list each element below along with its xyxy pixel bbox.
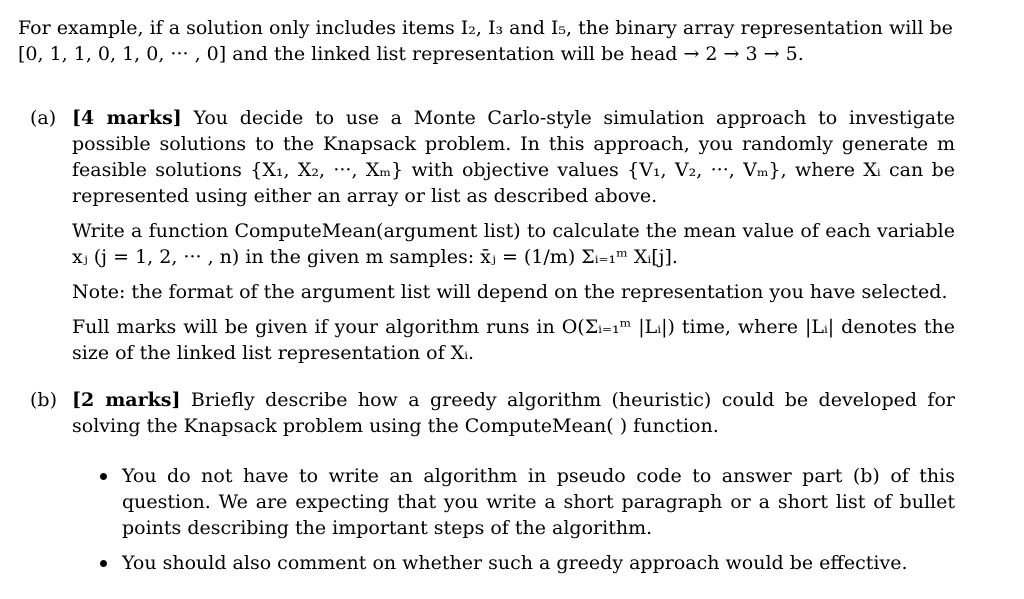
part-a-marks: [4 marks] bbox=[72, 107, 182, 129]
bullet-list bbox=[100, 463, 955, 585]
intro-line-1: For example, if a solution only includes items I₂, I₃ and I₅, the binary array representation will be bbox=[18, 17, 953, 39]
part-a-paragraph-1 bbox=[72, 105, 955, 209]
part-b-body bbox=[72, 387, 955, 439]
part-a-paragraph-2: Write a function ComputeMean(argument list) to calculate the mean value of each variable xⱼ (j = 1, 2, ··· , n) in the given m samples: x̄ⱼ = (1/m) Σᵢ₌₁ᵐ Xᵢ[j]. bbox=[72, 220, 955, 268]
bullet-icon bbox=[100, 560, 107, 567]
bullet-text-1: You do not have to write an algorithm in pseudo code to answer part (b) of this question. We are expecting that you write a short paragraph or a short list of bullet points describing the important steps of the algorithm. bbox=[122, 465, 955, 539]
part-a-label: (a) bbox=[30, 107, 57, 129]
intro-paragraph bbox=[18, 15, 953, 67]
list-item bbox=[100, 550, 955, 576]
part-a-text-1: You decide to use a Monte Carlo-style simulation approach to investigate possible solutions to the Knapsack problem. In this approach, you randomly generate m feasible solutions {X₁, X₂, ···, Xₘ} with objective values {V₁, V₂, ···, Vₘ}, where Xᵢ can be represented using either an array or list as described above. bbox=[72, 107, 955, 207]
part-b-paragraph-1 bbox=[72, 387, 955, 439]
part-a-paragraph-3: Note: the format of the argument list will depend on the representation you have selected. bbox=[72, 281, 948, 303]
part-b bbox=[30, 387, 955, 448]
bullet-icon bbox=[100, 473, 107, 480]
part-a bbox=[30, 105, 955, 375]
bullet-text-2: You should also comment on whether such a greedy approach would be effective. bbox=[122, 552, 908, 574]
list-item bbox=[100, 463, 955, 541]
part-b-text-1: Briefly describe how a greedy algorithm (heuristic) could be developed for solving the Knapsack problem using the ComputeMean( ) function. bbox=[72, 389, 955, 437]
part-a-body bbox=[72, 105, 955, 366]
part-a-paragraph-4: Full marks will be given if your algorithm runs in O(Σᵢ₌₁ᵐ |Lᵢ|) time, where |Lᵢ| denotes the size of the linked list representation of Xᵢ. bbox=[72, 316, 955, 364]
part-b-label: (b) bbox=[30, 389, 57, 411]
part-b-marks: [2 marks] bbox=[72, 389, 181, 411]
intro-line-2: [0, 1, 1, 0, 1, 0, ··· , 0] and the linked list representation will be head → 2 → 3 → 5. bbox=[18, 43, 804, 65]
